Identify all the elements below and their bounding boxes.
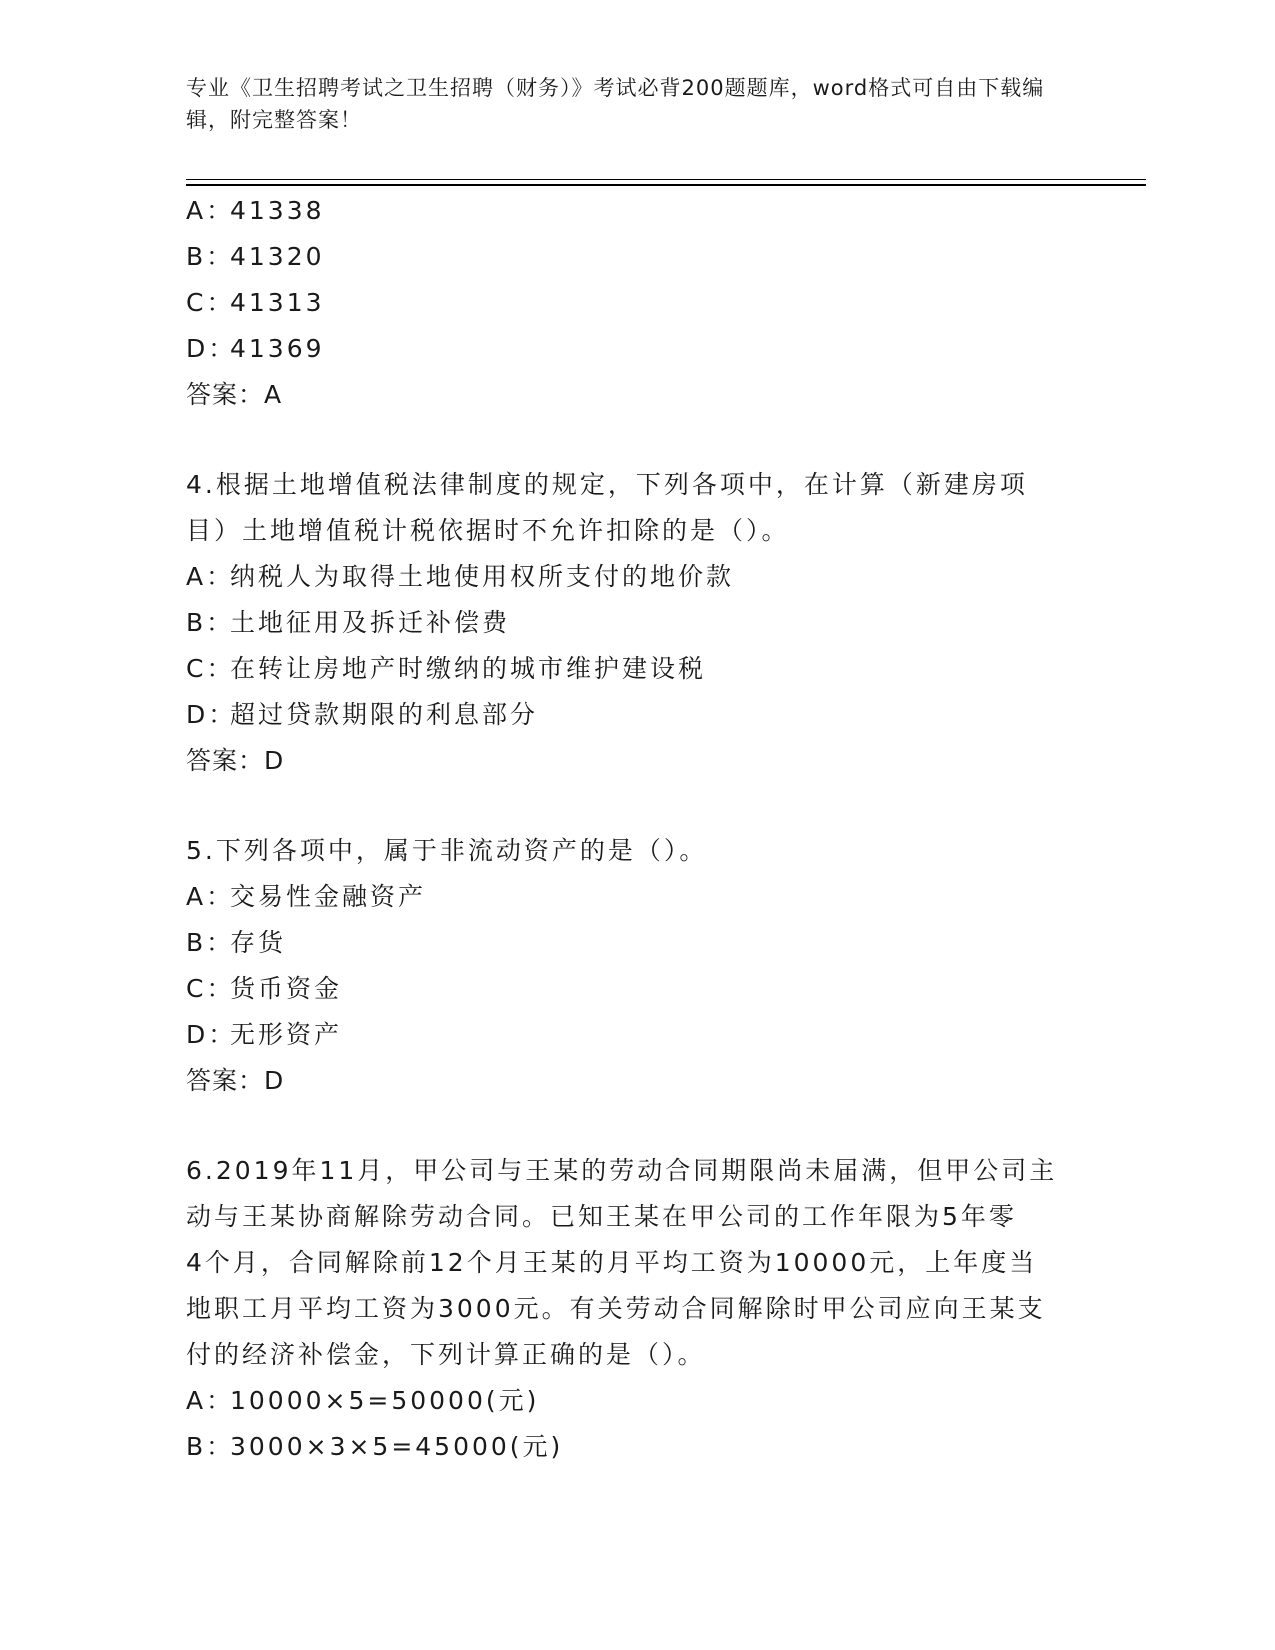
header-divider-thick <box>186 184 1146 186</box>
option-a: A：纳税人为取得土地使用权所支付的地价款 <box>186 562 735 591</box>
option-b: B：存货 <box>186 928 287 957</box>
option-c: C：41313 <box>186 288 325 317</box>
question-text: 4.根据土地增值税法律制度的规定，下列各项中，在计算（新建房项 <box>186 470 1028 499</box>
option-d: D：超过贷款期限的利息部分 <box>186 700 539 729</box>
option-c: C：货币资金 <box>186 974 343 1003</box>
question-text: 4个月，合同解除前12个月王某的月平均工资为10000元，上年度当 <box>186 1248 1038 1277</box>
option-b: B：土地征用及拆迁补偿费 <box>186 608 511 637</box>
question-text: 地职工月平均工资为3000元。有关劳动合同解除时甲公司应向王某支 <box>186 1294 1046 1323</box>
option-b: B：41320 <box>186 242 325 271</box>
option-d: D：41369 <box>186 334 325 363</box>
question-3 <box>186 188 1086 418</box>
question-6 <box>186 1148 1086 1470</box>
option-b: B：3000×3×5=45000(元) <box>186 1432 564 1461</box>
question-text: 付的经济补偿金，下列计算正确的是（）。 <box>186 1340 706 1369</box>
option-a: A：41338 <box>186 196 325 225</box>
question-4 <box>186 462 1086 784</box>
header-divider <box>186 179 1146 180</box>
question-list <box>186 188 1086 1470</box>
question-text: 5.下列各项中，属于非流动资产的是（）。 <box>186 836 708 865</box>
document-header: 专业《卫生招聘考试之卫生招聘（财务）》考试必背200题题库，word格式可自由下载编辑，附完整答案！ <box>186 76 1045 132</box>
question-text: 动与王某协商解除劳动合同。已知王某在甲公司的工作年限为5年零 <box>186 1202 1017 1231</box>
option-a: A：交易性金融资产 <box>186 882 427 911</box>
question-5 <box>186 828 1086 1104</box>
option-c: C：在转让房地产时缴纳的城市维护建设税 <box>186 654 707 683</box>
option-d: D：无形资产 <box>186 1020 343 1049</box>
answer: 答案：D <box>186 746 285 775</box>
question-text: 目）土地增值税计税依据时不允许扣除的是（）。 <box>186 516 790 545</box>
answer: 答案：D <box>186 1066 285 1095</box>
answer: 答案：A <box>186 380 283 409</box>
option-a: A：10000×5=50000(元) <box>186 1386 540 1415</box>
question-text: 6.2019年11月，甲公司与王某的劳动合同期限尚未届满，但甲公司主 <box>186 1156 1058 1185</box>
